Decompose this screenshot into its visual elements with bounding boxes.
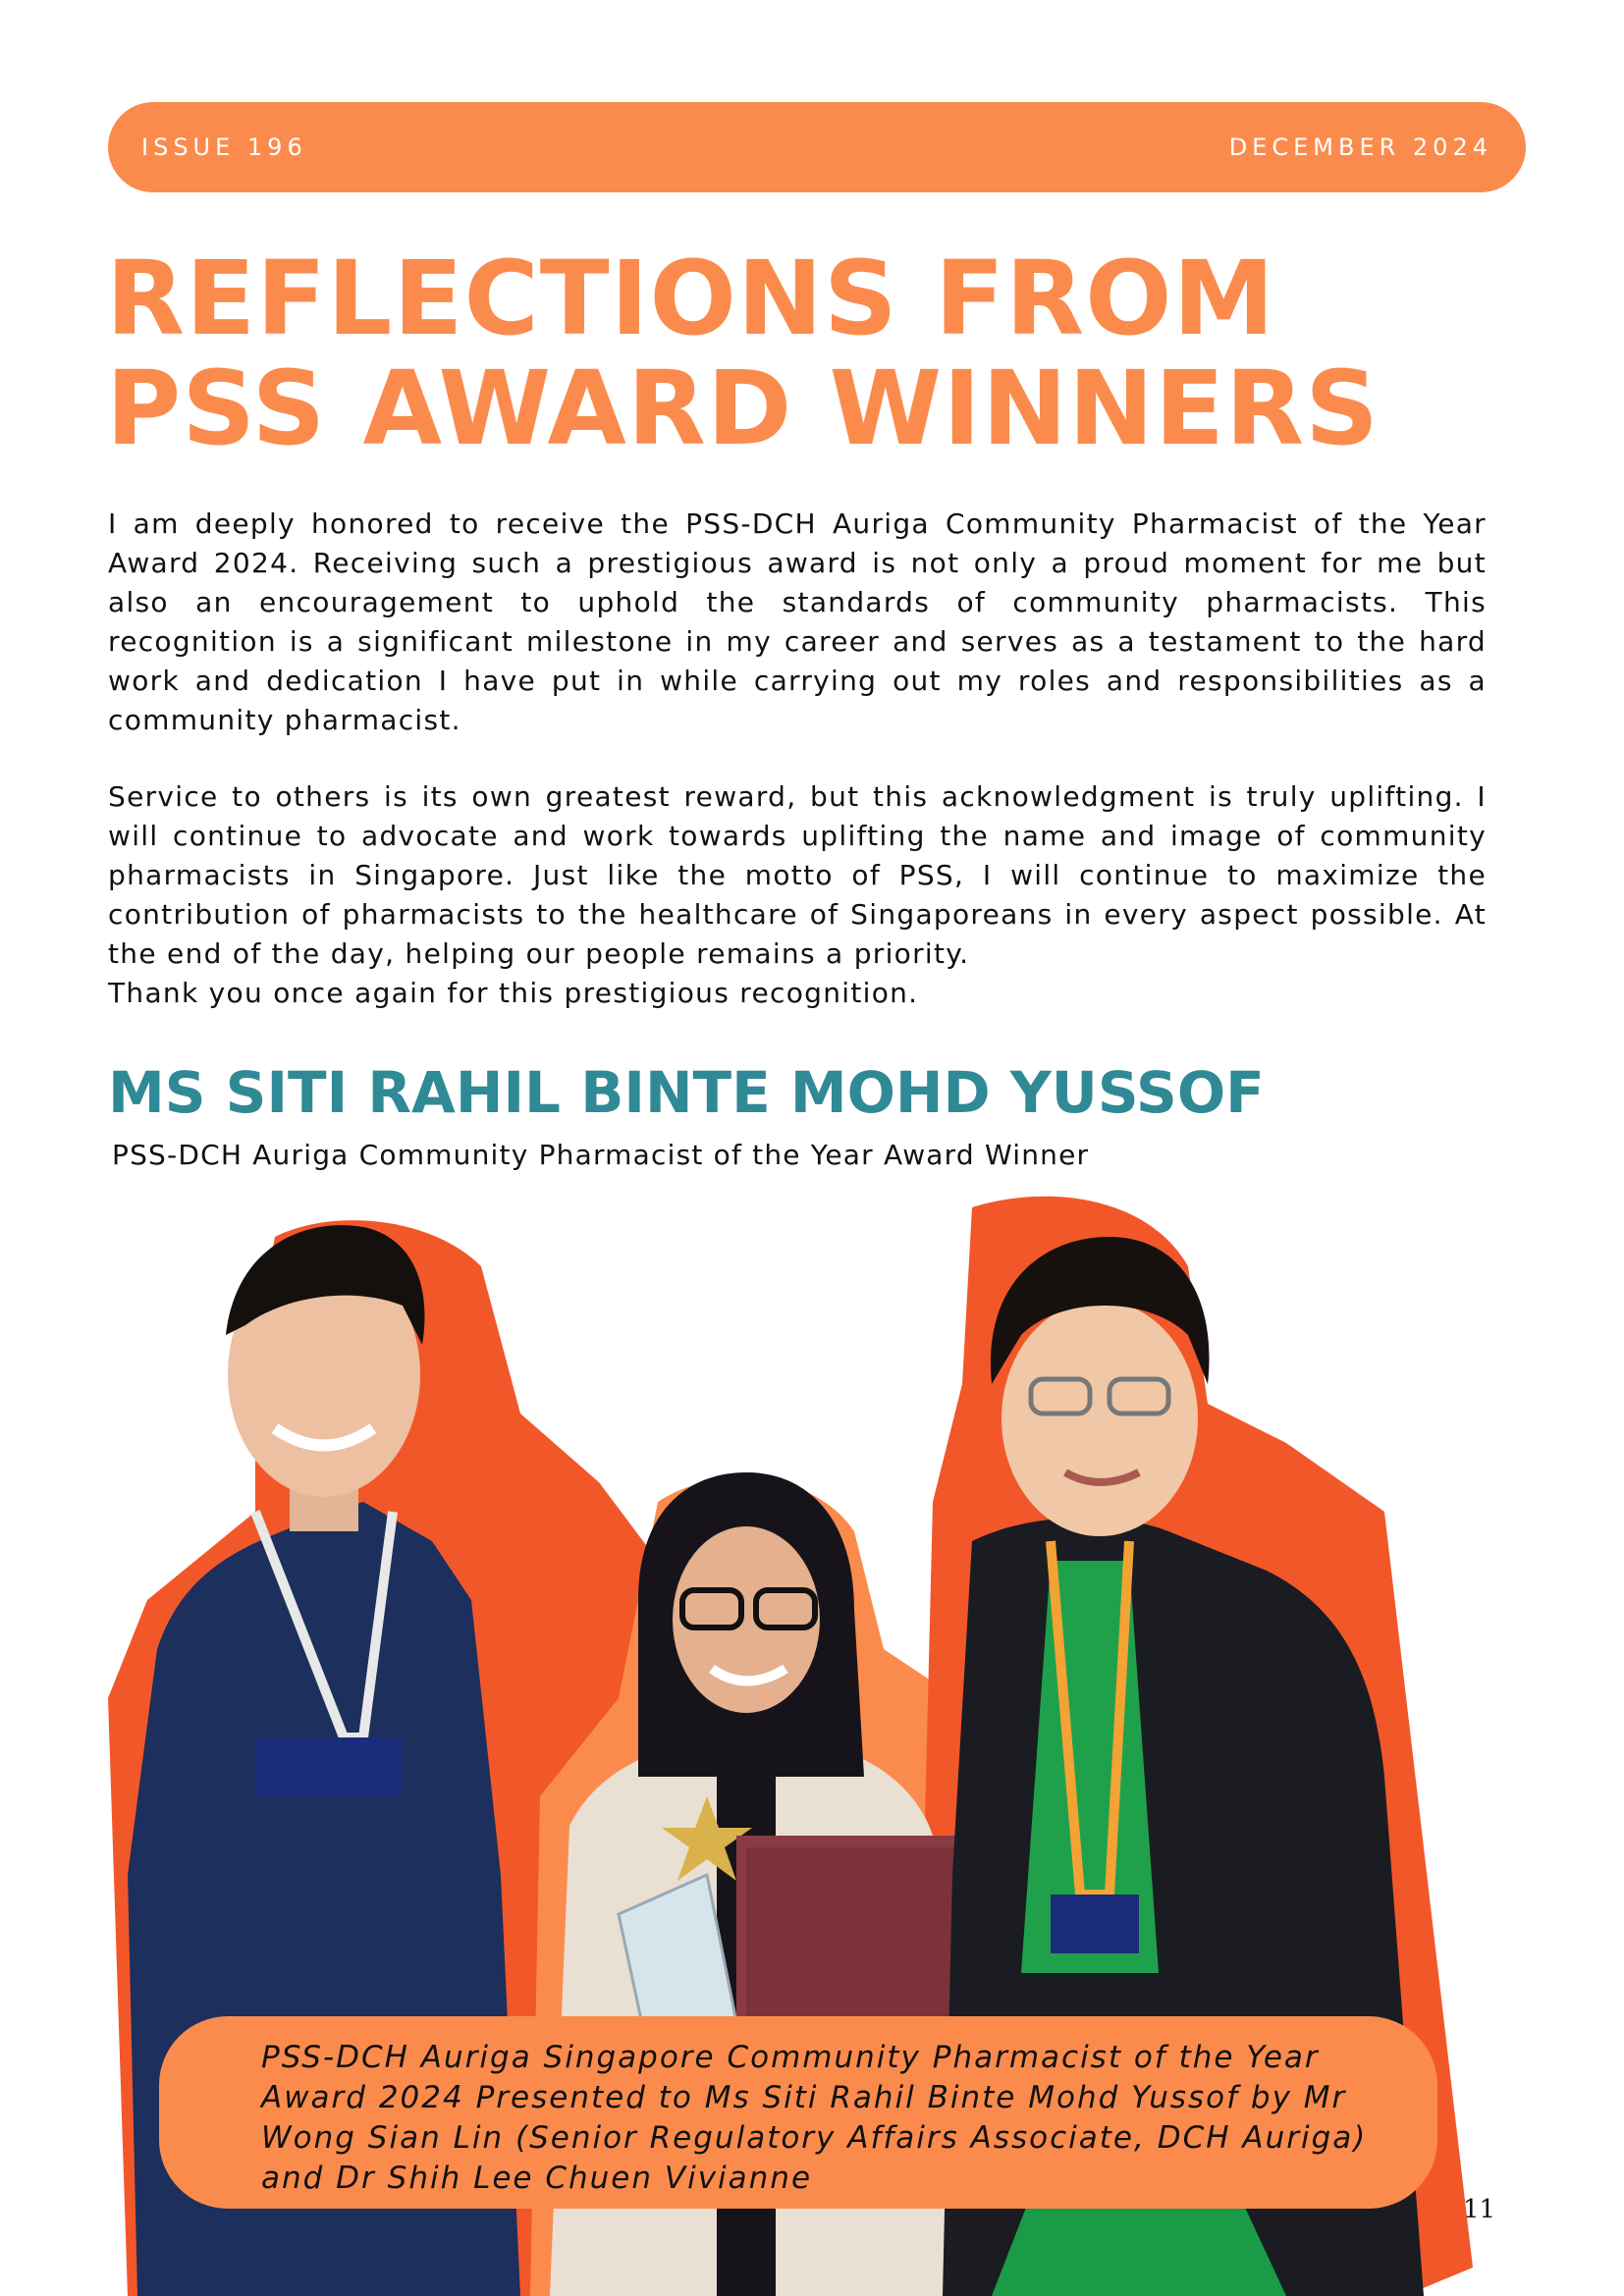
body-paragraph-3: Thank you once again for this prestigious recognition. xyxy=(108,977,919,1009)
issue-number: ISSUE 196 xyxy=(141,133,307,161)
issue-date: DECEMBER 2024 xyxy=(1228,133,1492,161)
issue-header-bar xyxy=(108,102,1526,192)
photo-caption: PSS-DCH Auriga Singapore Community Pharmacist of the Year Award 2024 Presented to Ms Siti Rahil Binte Mohd Yussof by Mr Wong Sian Lin (Senior Regulatory Affairs Associate, DCH Auriga) and Dr Shih Lee Chuen Vivianne xyxy=(159,2016,1437,2209)
page-title xyxy=(106,239,1380,468)
page-number: 11 xyxy=(1463,2195,1496,2224)
winner-award-title: PSS-DCH Auriga Community Pharmacist of the Year Award Winner xyxy=(112,1139,1090,1171)
winner-name: MS SITI RAHIL BINTE MOHD YUSSOF xyxy=(108,1059,1265,1126)
title-line-2: PSS AWARD WINNERS xyxy=(106,348,1380,468)
article-body xyxy=(108,505,1487,1013)
title-line-1: REFLECTIONS FROM xyxy=(106,239,1276,358)
body-paragraph-1: I am deeply honored to receive the PSS-DCH Auriga Community Pharmacist of the Year Award 2024. Receiving such a prestigious award is not only a proud moment for me but also an encouragement to uphold the standards of community pharmacists. This recognition is a significant milestone in my career and serves as a testament to the hard work and dedication I have put in while carrying out my roles and responsibilities as a community pharmacist. xyxy=(108,507,1487,736)
body-paragraph-2: Service to others is its own greatest reward, but this acknowledgment is truly uplifting. I will continue to advocate and work towards uplifting the name and image of community pharmacists in Singapore. Just like the motto of PSS, I will continue to maximize the contribution of pharmacists to the healthcare of Singaporeans in every aspect possible. At the end of the day, helping our people remains a priority. xyxy=(108,780,1487,970)
